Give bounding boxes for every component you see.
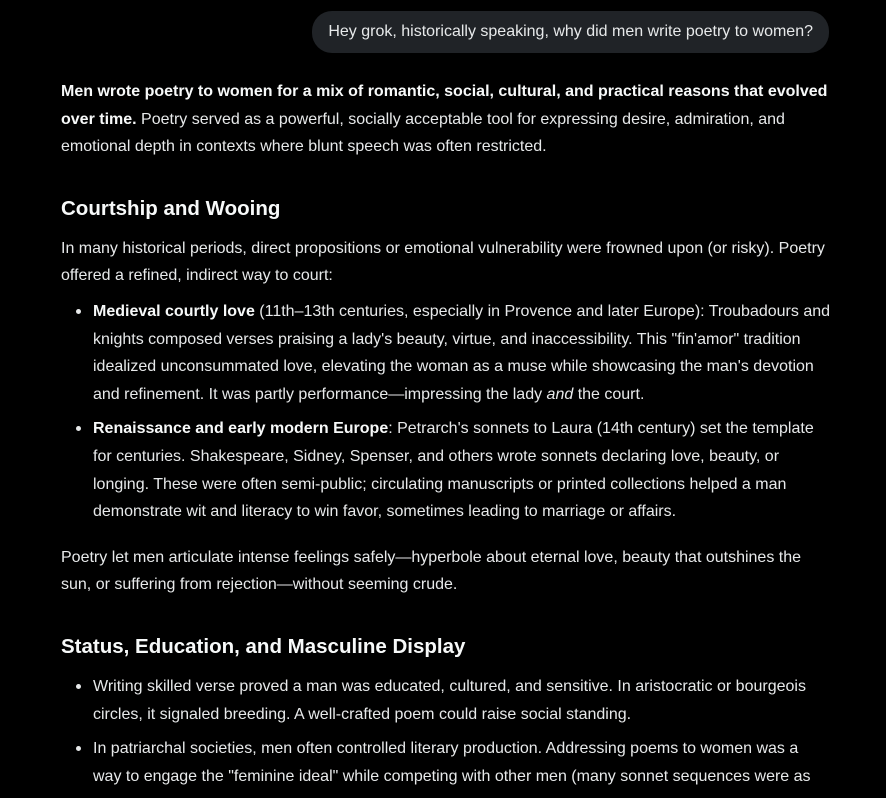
intro-paragraph — [61, 78, 831, 161]
bullet-dot-icon — [76, 746, 81, 751]
courtship-closing-paragraph: Poetry let men articulate intense feelings safely—hyperbole about eternal love, beauty that outshines the sun, or suffering from rejection—without seeming crude. — [61, 548, 802, 594]
bullet-text: In patriarchal societies, men often controlled literary production. Addressing poems to women was a way to engage the "feminine ideal" while competing with other men (many sonnet sequences were as — [93, 740, 811, 785]
section-lead-paragraph: In many historical periods, direct propositions or emotional vulnerability were frowned upon (or risky). Poetry offered a refined, indirect way to court: — [61, 239, 825, 285]
section-heading-courtship: Courtship and Wooing — [61, 196, 281, 220]
bullet-bold: Renaissance and early modern Europe — [93, 420, 389, 438]
list-item — [93, 735, 831, 790]
assistant-response — [61, 78, 831, 797]
list-item — [93, 298, 831, 408]
status-bullet-list — [61, 673, 831, 790]
intro-text: Poetry served as a powerful, socially acceptable tool for expressing desire, admiration, and emotional depth in contexts where blunt speech was often restricted. — [61, 110, 785, 156]
bullet-dot-icon — [76, 309, 81, 314]
bullet-text: Writing skilled verse proved a man was educated, cultured, and sensitive. In aristocratic or bourgeois circles, it signaled breeding. A well-crafted poem could raise social standing. — [93, 677, 806, 723]
section-heading-status: Status, Education, and Masculine Display — [61, 634, 466, 658]
courtship-bullet-list — [61, 298, 831, 526]
bullet-dot-icon — [76, 426, 81, 431]
intro-bold: Men wrote poetry to women for a mix of romantic, social, cultural, and practical reasons that evolved over time. — [61, 83, 828, 128]
user-message-bubble[interactable]: Hey grok, historically speaking, why did men write poetry to women? — [312, 11, 829, 53]
bullet-italic: and — [546, 385, 574, 403]
bullet-bold: Medieval courtly love — [93, 302, 255, 320]
bullet-text: (11th–13th centuries, especially in Provence and later Europe): Troubadours and knights composed verses praising a lady's beauty, virtue, and inaccessibility. This "fin'amor" tradition idealized unconsummated love, elevating the woman as a muse while showcasing the man's devotion and refinement. It was partly performance—impressing the lady — [93, 302, 831, 403]
list-item — [93, 673, 831, 728]
bullet-dot-icon — [76, 684, 81, 689]
bullet-text-end: the court. — [573, 385, 645, 403]
bullet-text: : Petrarch's sonnets to Laura (14th century) set the template for centuries. Shakespeare, Sidney, Spenser, and others wrote sonnets declaring love, beauty, or longing. These were often semi-public; circulating manuscripts or printed collections helped a man demonstrate wit and literacy to win favor, sometimes leading to marriage or affairs. — [93, 420, 814, 521]
list-item — [93, 415, 831, 525]
user-message-row — [312, 11, 829, 53]
